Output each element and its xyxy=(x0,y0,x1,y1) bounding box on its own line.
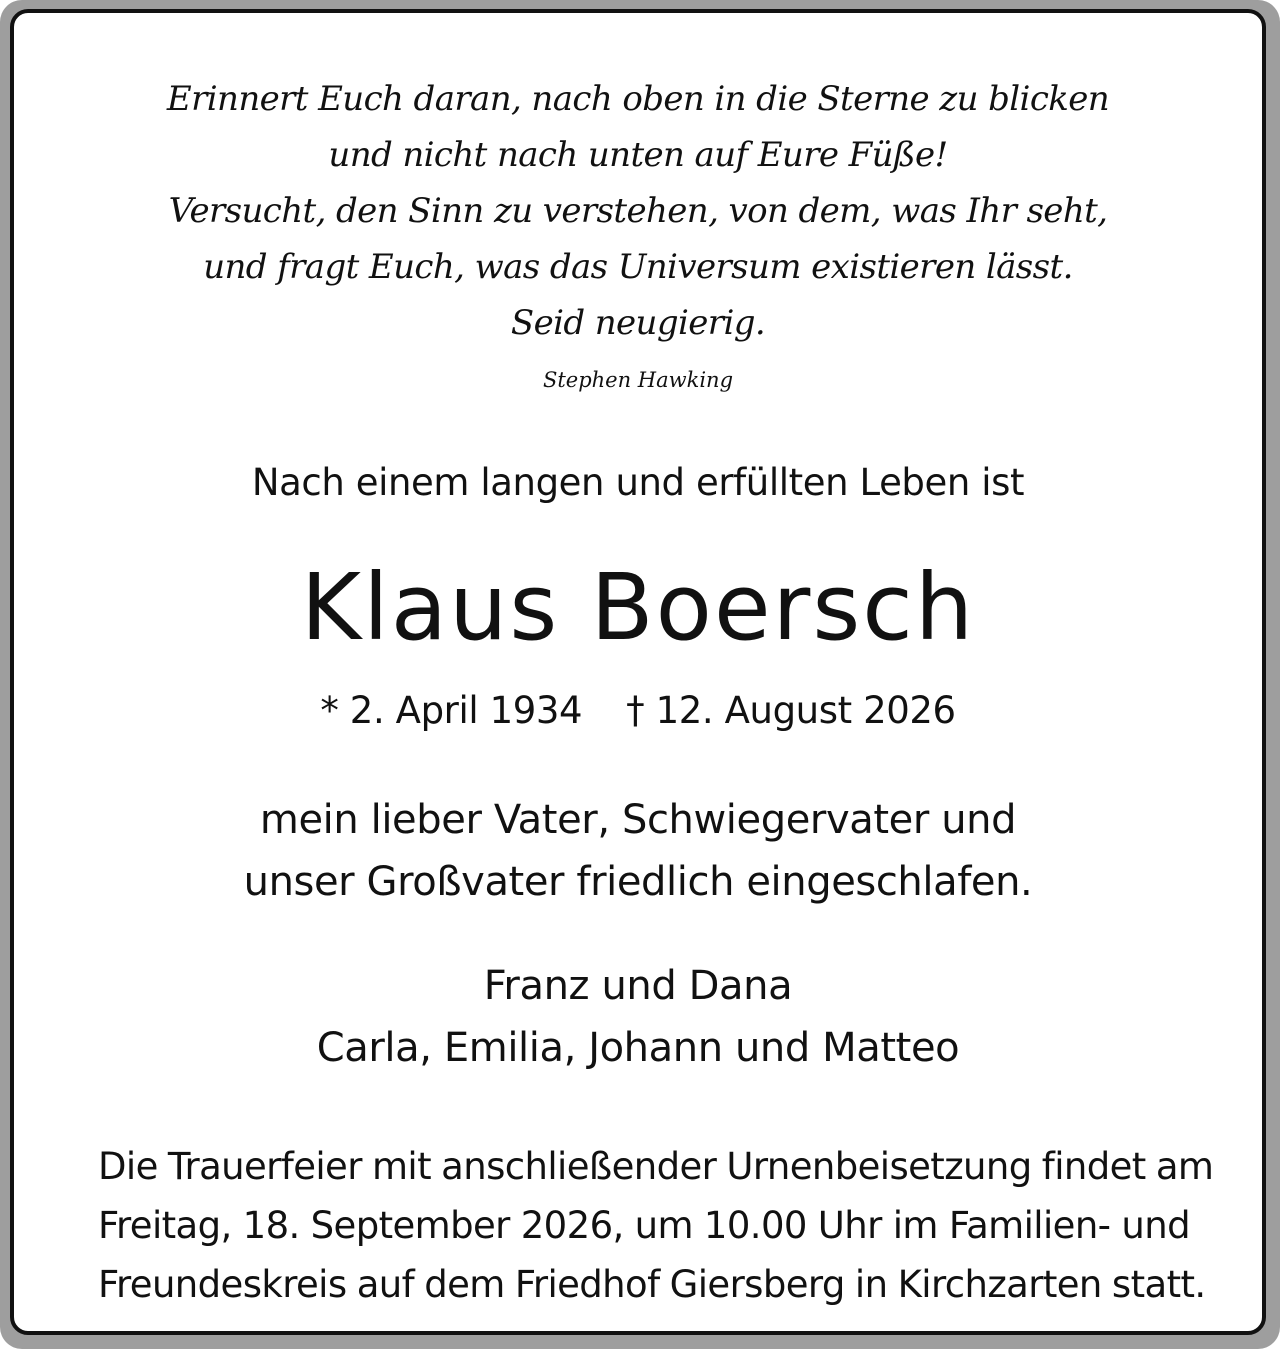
relation-line: unser Großvater friedlich eingeschlafen. xyxy=(243,859,1033,905)
quote-line: Seid neugierig. xyxy=(510,303,766,343)
service-line: Freundeskreis auf dem Friedhof Giersberg in Kirchzarten statt. xyxy=(98,1263,1206,1306)
quote-block xyxy=(14,71,1262,351)
quote-line: und nicht nach unten auf Eure Füße! xyxy=(328,135,948,175)
death-date: † 12. August 2026 xyxy=(626,689,956,732)
obituary-frame xyxy=(10,9,1266,1335)
obituary-content xyxy=(14,13,1262,1331)
relation-text xyxy=(14,789,1262,913)
life-dates xyxy=(14,683,1262,739)
funeral-service-info xyxy=(98,1137,1214,1314)
mourners xyxy=(14,955,1262,1079)
intro-text: Nach einem langen und erfüllten Leben ist xyxy=(251,461,1025,504)
service-line: Freitag, 18. September 2026, um 10.00 Uhr im Familien- und xyxy=(98,1204,1190,1247)
quote-line: und fragt Euch, was das Universum existieren lässt. xyxy=(203,247,1073,287)
mourner-line: Carla, Emilia, Johann und Matteo xyxy=(316,1025,960,1071)
quote-author: Stephen Hawking xyxy=(542,368,734,392)
service-line: Die Trauerfeier mit anschließender Urnenbeisetzung findet am xyxy=(98,1145,1214,1188)
mourner-line: Franz und Dana xyxy=(483,963,793,1009)
deceased-name: Klaus Boersch xyxy=(300,554,976,661)
relation-line: mein lieber Vater, Schwiegervater und xyxy=(259,797,1017,843)
quote-line: Erinnert Euch daran, nach oben in die Sterne zu blicken xyxy=(166,79,1110,119)
birth-date: * 2. April 1934 xyxy=(320,689,583,732)
quote-line: Versucht, den Sinn zu verstehen, von dem, was Ihr seht, xyxy=(168,191,1108,231)
